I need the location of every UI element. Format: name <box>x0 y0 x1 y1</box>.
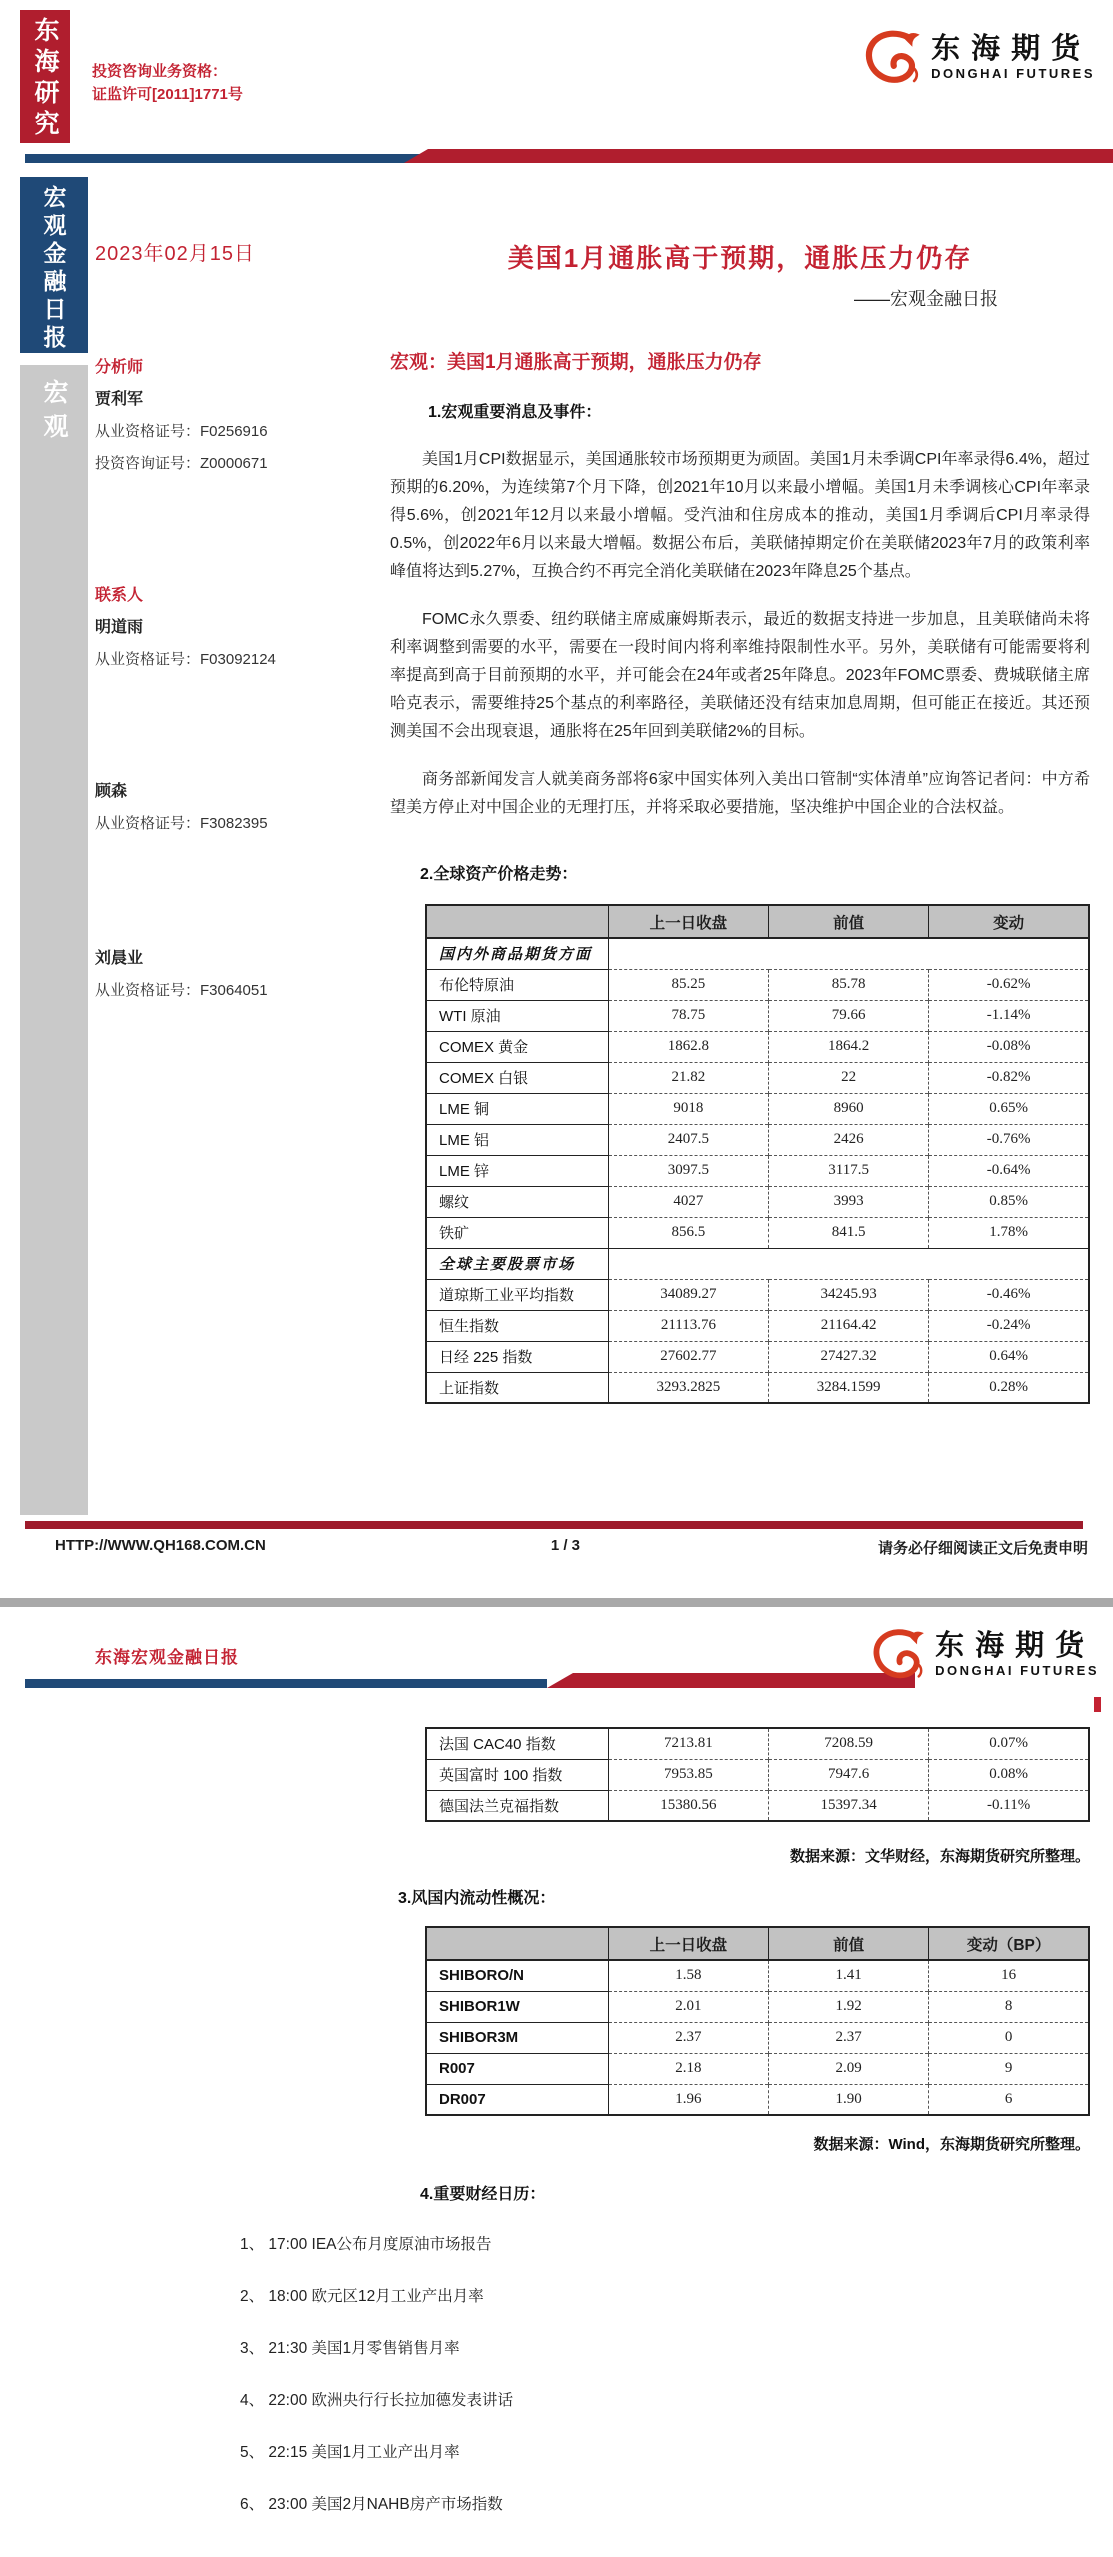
logo-text-cn: 东海期货 <box>931 33 1092 65</box>
page-separator <box>0 1598 1113 1607</box>
page2-header-title: 东海宏观金融日报 <box>95 1648 239 1667</box>
heading-asset-prices: 2.全球资产价格走势： <box>420 866 578 883</box>
paragraph-fomc: FOMC永久票委、纽约联储主席威廉姆斯表示，最近的数据支持进一步加息，且美联储尚未将利率调整到需要的水平，需要在一段时间内将利率维持限制性水平。另外，美联储有可能需要将利率提高到高于目前预期的水平，并可能会在24年或者25年降息。2023年FOMC票委、费城联储主席哈克表示，需要维持25个基点的利率路径，美联储还没有结束加息周期，但可能正在接近。其还预测美国不会出现衰退，通胀将在25年回到美联储2%的目标。 <box>390 611 1090 740</box>
logo-text <box>931 32 1095 82</box>
analyst-label: 分析师 <box>95 359 144 376</box>
dragon-logo-icon <box>861 26 923 88</box>
table-row: 上证指数 3293.2825 3284.1599 0.28% <box>426 1372 1089 1403</box>
credential-line-2: 证监许可[2011]1771号 <box>92 86 243 103</box>
report-subtitle: ——宏观金融日报 <box>854 289 998 309</box>
calendar-item: 1、 17:00 IEA公布月度原油市场报告 <box>240 2236 492 2253</box>
table-row: LME 锌 3097.5 3117.5 -0.64% <box>426 1155 1089 1186</box>
analyst-cert-2: 投资咨询证号：Z0000671 <box>95 455 268 472</box>
asset-price-table <box>425 904 1090 1404</box>
donghai-logo <box>861 26 1095 88</box>
calendar-item: 3、 21:30 美国1月零售销售月率 <box>240 2340 460 2357</box>
source-note-liquidity: 数据来源：Wind，东海期货研究所整理。 <box>813 2136 1090 2153</box>
logo-text-cn: 东海期货 <box>935 1630 1096 1662</box>
contact-cert: 从业资格证号：F3082395 <box>95 815 268 832</box>
table-row: LME 铝 2407.5 2426 -0.76% <box>426 1124 1089 1155</box>
table-row: 法国 CAC40 指数 7213.81 7208.59 0.07% <box>426 1728 1089 1759</box>
table-row: 螺纹 4027 3993 0.85% <box>426 1186 1089 1217</box>
heading-calendar: 4.重要财经日历： <box>420 2186 546 2203</box>
col-header-blank <box>426 905 608 938</box>
table-header-row <box>426 1927 1089 1960</box>
page2-content <box>240 1727 1090 2544</box>
report-type-box <box>20 177 88 353</box>
table-row: 铁矿 856.5 841.5 1.78% <box>426 1217 1089 1248</box>
table-row: 英国富时 100 指数 7953.85 7947.6 0.08% <box>426 1759 1089 1790</box>
section-heading: 宏观：美国1月通胀高于预期，通胀压力仍存 <box>390 352 762 373</box>
col-header-prev: 前值 <box>769 905 929 938</box>
table-row: SHIBOR1W 2.01 1.92 8 <box>426 1991 1089 2022</box>
table-row: SHIBOR3M 2.37 2.37 0 <box>426 2022 1089 2053</box>
credential-text <box>92 60 243 106</box>
col-header-change-bp: 变动（BP） <box>929 1927 1089 1960</box>
table-row: 道琼斯工业平均指数 34089.27 34245.93 -0.46% <box>426 1279 1089 1310</box>
category-box <box>20 365 88 1515</box>
paragraph-mofcom: 商务部新闻发言人就美商务部将6家中国实体列入美出口管制“实体清单”应询答记者问：中方希望美方停止对中国企业的无理打压，并将采取必要措施，坚决维护中国企业的合法权益。 <box>390 771 1090 816</box>
contact-name: 刘晨业 <box>95 950 144 967</box>
analyst-cert-1: 从业资格证号：F0256916 <box>95 423 268 440</box>
report-date: 2023年02月15日 <box>95 243 255 265</box>
heading-liquidity: 3.风国内流动性概况： <box>398 1890 556 1907</box>
liquidity-table <box>425 1926 1090 2116</box>
table-row: LME 铜 9018 8960 0.65% <box>426 1093 1089 1124</box>
col-header-close: 上一日收盘 <box>608 905 768 938</box>
footer-bar <box>25 1521 1083 1529</box>
logo-text-en: DONGHAI FUTURES <box>935 1663 1099 1678</box>
table-row: COMEX 白银 21.82 22 -0.82% <box>426 1062 1089 1093</box>
research-tag-label: 东海研究 <box>31 17 59 141</box>
page-2 <box>0 1607 1113 2557</box>
asset-price-table-continued <box>425 1727 1090 1822</box>
contact-name: 顾森 <box>95 783 128 800</box>
calendar-item: 4、 22:00 欧洲央行行长拉加德发表讲话 <box>240 2392 514 2409</box>
col-header-change: 变动 <box>929 905 1089 938</box>
page-footer <box>55 1537 1088 1559</box>
divider-blue-segment <box>25 1679 547 1688</box>
col-header-prev: 前值 <box>769 1927 929 1960</box>
table-row: WTI 原油 78.75 79.66 -1.14% <box>426 1000 1089 1031</box>
logo-text <box>935 1629 1099 1679</box>
col-header-blank <box>426 1927 608 1960</box>
table-row: R007 2.18 2.09 9 <box>426 2053 1089 2084</box>
table-row: 德国法兰克福指数 15380.56 15397.34 -0.11% <box>426 1790 1089 1821</box>
table-row: DR007 1.96 1.90 6 <box>426 2084 1089 2115</box>
table-row: 日经 225 指数 27602.77 27427.32 0.64% <box>426 1341 1089 1372</box>
contact-cert: 从业资格证号：F3064051 <box>95 982 268 999</box>
dragon-logo-icon <box>869 1625 927 1683</box>
footer-disclaimer: 请务必仔细阅读正文后免责申明 <box>877 1540 1088 1557</box>
table-header-row <box>426 905 1089 938</box>
divider-red-segment <box>404 149 1113 163</box>
calendar-item: 6、 23:00 美国2月NAHB房产市场指数 <box>240 2496 503 2513</box>
source-note-assets: 数据来源：文华财经，东海期货研究所整理。 <box>789 1848 1090 1865</box>
calendar-item: 2、 18:00 欧元区12月工业产出月率 <box>240 2288 484 2305</box>
divider-red-segment <box>547 1673 915 1688</box>
analyst-name: 贾利军 <box>95 391 144 408</box>
calendar-item: 5、 22:15 美国1月工业产出月率 <box>240 2444 460 2461</box>
divider-line <box>0 149 1113 164</box>
table-row: COMEX 黄金 1862.8 1864.2 -0.08% <box>426 1031 1089 1062</box>
heading-macro-news: 1.宏观重要消息及事件： <box>428 404 602 421</box>
analyst-sidebar <box>95 352 385 1007</box>
contact-name: 明道雨 <box>95 619 144 636</box>
logo-red-tick <box>1094 1697 1101 1712</box>
divider-blue-segment <box>25 154 423 163</box>
col-header-close: 上一日收盘 <box>608 1927 768 1960</box>
calendar-list <box>240 2232 1090 2518</box>
footer-url: HTTP://WWW.QH168.COM.CN <box>55 1537 266 1554</box>
contact-cert: 从业资格证号：F03092124 <box>95 651 276 668</box>
paragraph-cpi: 美国1月CPI数据显示，美国通胀较市场预期更为顽固。美国1月未季调CPI年率录得6.4%，超过预期的6.20%，为连续第7个月下降，创2021年10月以来最小增幅。美国1月未季调核心CPI年率录得5.6%，创2021年12月以来最小增幅。受汽油和住房成本的推动，美国1月季调后CPI月率录得0.5%，创2022年6月以来最大增幅。数据公布后，美联储掉期定价在美联储2023年7月的政策利率峰值将达到5.27%，互换合约不再完全消化美联储在2023年降息25个基点。 <box>390 451 1090 580</box>
footer-page-number: 1 / 3 <box>550 1537 581 1554</box>
category-label: 宏观 <box>40 379 68 447</box>
report-type-label: 宏观金融日报 <box>40 185 67 353</box>
table-section-row: 全球主要股票市场 <box>426 1248 1089 1279</box>
table-row: 布伦特原油 85.25 85.78 -0.62% <box>426 969 1089 1000</box>
report-title: 美国1月通胀高于预期，通胀压力仍存 <box>507 243 973 273</box>
contact-label: 联系人 <box>95 587 144 604</box>
table-row: 恒生指数 21113.76 21164.42 -0.24% <box>426 1310 1089 1341</box>
research-tag-box <box>20 10 70 143</box>
donghai-logo <box>869 1625 1099 1683</box>
table-section-row: 国内外商品期货方面 <box>426 938 1089 969</box>
credential-line-1: 投资咨询业务资格： <box>92 63 228 80</box>
logo-text-en: DONGHAI FUTURES <box>931 66 1095 81</box>
main-content <box>390 240 1090 1404</box>
table-row: SHIBORO/N 1.58 1.41 16 <box>426 1960 1089 1991</box>
